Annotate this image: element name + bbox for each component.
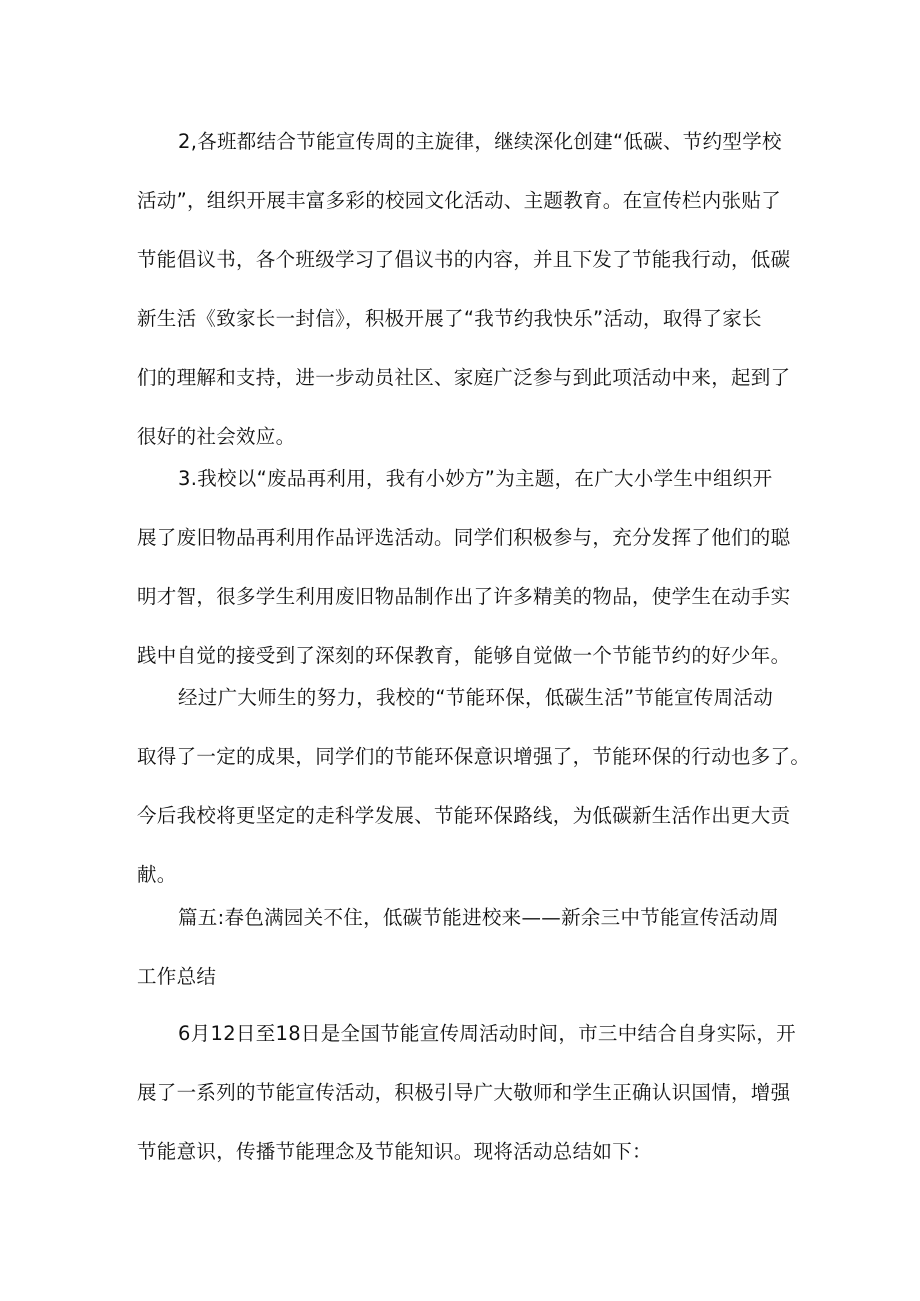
section-heading-part-five — [137, 888, 797, 1006]
paragraph-class-activities — [137, 112, 797, 466]
paragraph-line: 节能倡议书，各个班级学习了倡议书的内容，并且下发了节能我行动，低碳 — [137, 248, 791, 271]
paragraph-intro — [137, 1004, 797, 1181]
paragraph-line: 们的理解和支持，进一步动员社区、家庭广泛参与到此项活动中来，起到了 — [137, 366, 791, 389]
paragraph-line: 展了一系列的节能宣传活动，积极引导广大敬师和学生正确认识国情，增强 — [137, 1081, 791, 1104]
section-heading-line: 工作总结 — [137, 965, 217, 988]
paragraph-line: 经过广大师生的努力，我校的“节能环保，低碳生活”节能宣传周活动 — [178, 686, 774, 709]
paragraph-line: 节能意识，传播节能理念及节能知识。现将活动总结如下： — [137, 1140, 652, 1163]
paragraph-line: 展了废旧物品再利用作品评选活动。同学们积极参与，充分发挥了他们的聪 — [137, 526, 791, 549]
paragraph-line: 新生活《致家长一封信》，积极开展了“我节约我快乐”活动，取得了家长 — [137, 307, 762, 330]
paragraph-line: 明才智，很多学生利用废旧物品制作出了许多精美的物品，使学生在动手实 — [137, 585, 791, 608]
paragraph-line: 3.我校以“废品再利用，我有小妙方”为主题，在广大小学生中组织开 — [178, 467, 773, 490]
paragraph-recycling-activity — [137, 449, 797, 685]
paragraph-line: 很好的社会效应。 — [137, 425, 296, 448]
paragraph-line: 活动”，组织开展丰富多彩的校园文化活动、主题教育。在宣传栏内张贴了 — [137, 189, 782, 212]
paragraph-line: 2,各班都结合节能宣传周的主旋律，继续深化创建“低碳、节约型学校 — [178, 130, 782, 153]
paragraph-line: 取得了一定的成果，同学们的节能环保意识增强了，节能环保的行动也多了。 — [137, 745, 811, 768]
paragraph-summary — [137, 668, 811, 904]
paragraph-line: 6月12日至18日是全国节能宣传周活动时间，市三中结合自身实际，开 — [178, 1022, 796, 1045]
paragraph-line: 践中自觉的接受到了深刻的环保教育，能够自觉做一个节能节约的好少年。 — [137, 644, 791, 667]
paragraph-line: 今后我校将更坚定的走科学发展、节能环保路线，为低碳新生活作出更大贡 — [137, 804, 791, 827]
paragraph-line: 献。 — [137, 863, 177, 886]
section-heading-line: 篇五:春色满园关不住，低碳节能进校来——新余三中节能宣传活动周 — [178, 906, 779, 929]
